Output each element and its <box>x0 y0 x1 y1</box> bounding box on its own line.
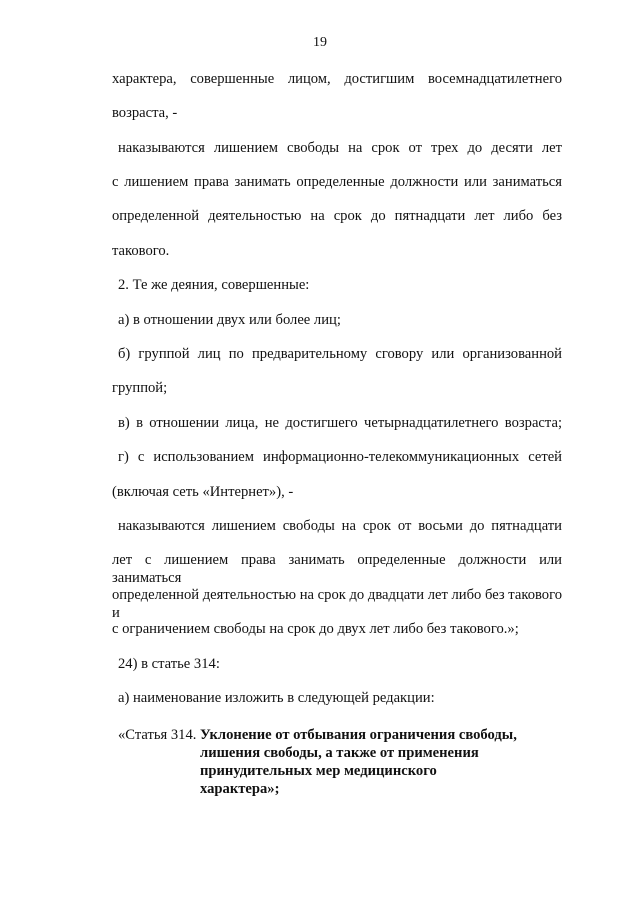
text-line: характера, совершенные лицом, достигшим восемнадцатилетнего <box>112 71 562 87</box>
text-line: лет с лишением права занимать определенные должности или заниматься <box>112 552 562 586</box>
text-line: наказываются лишением свободы на срок от трех до десяти лет <box>118 140 562 156</box>
article-title-line: принудительных мер медицинского <box>200 763 437 779</box>
text-line: определенной деятельностью на срок до двадцати лет либо без такового и <box>112 587 562 621</box>
text-line: б) группой лиц по предварительному сговору или организованной <box>118 346 562 362</box>
article-label: «Статья 314. <box>118 727 197 743</box>
text-line: с лишением права занимать определенные должности или заниматься <box>112 174 562 190</box>
text-line: 2. Те же деяния, совершенные: <box>118 277 310 293</box>
text-line: г) с использованием информационно-телекоммуникационных сетей <box>118 449 562 465</box>
text-line: а) наименование изложить в следующей редакции: <box>118 690 435 706</box>
text-line: в) в отношении лица, не достигшего четырнадцатилетнего возраста; <box>118 415 562 431</box>
article-title-line: характера»; <box>200 781 280 797</box>
text-line: 24) в статье 314: <box>118 656 220 672</box>
article-title-line: Уклонение от отбывания ограничения свободы, <box>200 727 517 743</box>
text-line: определенной деятельностью на срок до пятнадцати лет либо без <box>112 208 562 224</box>
article-title-line: лишения свободы, а также от применения <box>200 745 479 761</box>
page-number: 19 <box>313 35 327 50</box>
text-line: с ограничением свободы на срок до двух лет либо без такового.»; <box>112 621 519 637</box>
text-line: а) в отношении двух или более лиц; <box>118 312 341 328</box>
text-line: группой; <box>112 380 168 396</box>
text-line: (включая сеть «Интернет»), - <box>112 484 294 500</box>
text-line: наказываются лишением свободы на срок от восьми до пятнадцати <box>118 518 562 534</box>
text-line: возраста, - <box>112 105 178 121</box>
text-line: такового. <box>112 243 170 259</box>
